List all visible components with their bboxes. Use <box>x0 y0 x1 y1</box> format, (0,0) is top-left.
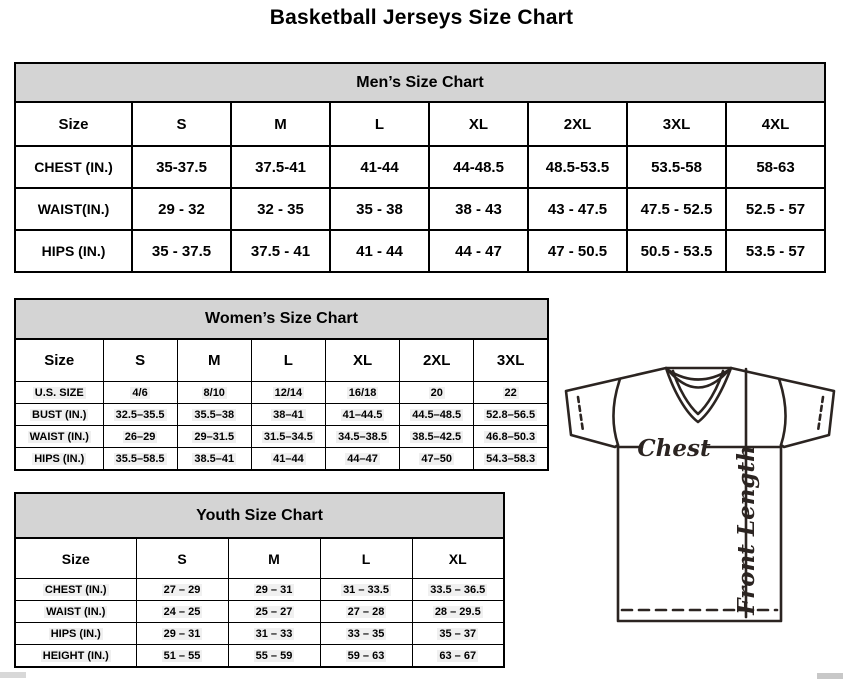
artifact-fragment-left <box>0 672 26 678</box>
womens-caption-row <box>15 299 548 339</box>
cell-value: 52.8–56.5 <box>486 408 536 421</box>
column-header: S <box>136 538 228 579</box>
youth-header-row <box>15 538 504 579</box>
table-cell <box>400 426 474 448</box>
table-cell: 37.5 - 41 <box>231 230 330 272</box>
table-row <box>15 230 825 272</box>
row-label <box>15 426 103 448</box>
table-cell: 35 - 38 <box>330 188 429 230</box>
cell-value: BUST (IN.) <box>32 408 87 421</box>
table-cell: 37.5-41 <box>231 146 330 188</box>
table-cell <box>228 601 320 623</box>
left-armhole-seam <box>613 379 620 445</box>
table-cell <box>251 382 325 404</box>
table-cell: 32 - 35 <box>231 188 330 230</box>
table-cell: 44 - 47 <box>429 230 528 272</box>
womens-header-row <box>15 339 548 382</box>
table-row <box>15 404 548 426</box>
table-row <box>15 382 548 404</box>
table-cell: 53.5-58 <box>627 146 726 188</box>
table-row <box>15 188 825 230</box>
table-cell <box>474 404 548 426</box>
table-cell <box>136 623 228 645</box>
cell-value: WAIST (IN.) <box>46 605 106 618</box>
column-header: M <box>177 339 251 382</box>
row-label: WAIST(IN.) <box>15 188 132 230</box>
table-cell <box>177 448 251 471</box>
table-cell <box>400 382 474 404</box>
table-cell <box>412 579 504 601</box>
column-header: S <box>132 102 231 146</box>
mens-size-table <box>14 62 826 273</box>
table-row <box>15 601 504 623</box>
row-label <box>15 382 103 404</box>
table-cell: 41 - 44 <box>330 230 429 272</box>
cell-value: 55 – 59 <box>255 649 293 662</box>
cell-value: 16/18 <box>348 386 377 399</box>
table-cell: 35 - 37.5 <box>132 230 231 272</box>
table-cell <box>228 623 320 645</box>
table-cell <box>251 404 325 426</box>
table-cell <box>177 404 251 426</box>
cell-value: 29 – 31 <box>163 627 201 640</box>
youth-caption-row <box>15 493 504 538</box>
cell-value: 38.5–41 <box>194 452 235 465</box>
cell-value: 44–47 <box>347 452 378 465</box>
column-header: 4XL <box>726 102 825 146</box>
table-cell: 35-37.5 <box>132 146 231 188</box>
table-cell <box>103 404 177 426</box>
column-header: M <box>231 102 330 146</box>
cell-value: U.S. SIZE <box>34 386 84 399</box>
cell-value: 33.5 – 36.5 <box>430 583 486 596</box>
table-cell: 29 - 32 <box>132 188 231 230</box>
table-cell <box>412 645 504 668</box>
column-header: 2XL <box>400 339 474 382</box>
table-cell: 43 - 47.5 <box>528 188 627 230</box>
table-cell <box>228 645 320 668</box>
cell-value: 27 – 29 <box>163 583 201 596</box>
chest-label: Chest <box>637 435 711 462</box>
cell-value: 27 – 28 <box>347 605 385 618</box>
table-cell <box>325 448 399 471</box>
cell-value: 51 – 55 <box>163 649 201 662</box>
row-label: HIPS (IN.) <box>15 230 132 272</box>
cell-value: 33 – 35 <box>347 627 385 640</box>
table-cell <box>400 448 474 471</box>
table-cell: 58-63 <box>726 146 825 188</box>
cell-value: 29 – 31 <box>255 583 293 596</box>
cell-value: 32.5–35.5 <box>115 408 165 421</box>
table-cell <box>103 426 177 448</box>
youth-table-caption: Youth Size Chart <box>15 493 504 538</box>
womens-size-table <box>14 298 549 471</box>
cell-value: 35 – 37 <box>439 627 477 640</box>
table-cell <box>474 426 548 448</box>
table-cell <box>400 404 474 426</box>
table-row <box>15 579 504 601</box>
cell-value: 35.5–38 <box>194 408 235 421</box>
column-header: Size <box>15 102 132 146</box>
table-cell: 48.5-53.5 <box>528 146 627 188</box>
table-cell <box>320 601 412 623</box>
cell-value: 4/6 <box>132 386 148 399</box>
cell-value: HEIGHT (IN.) <box>42 649 109 662</box>
jersey-measurement-diagram <box>558 358 843 643</box>
cell-value: WAIST (IN.) <box>29 430 89 443</box>
row-label <box>15 645 136 668</box>
column-header: 2XL <box>528 102 627 146</box>
table-cell: 47.5 - 52.5 <box>627 188 726 230</box>
cell-value: 63 – 67 <box>439 649 477 662</box>
table-row <box>15 146 825 188</box>
table-cell <box>136 645 228 668</box>
mens-caption-row <box>15 63 825 102</box>
cell-value: CHEST (IN.) <box>44 583 107 596</box>
table-cell <box>177 426 251 448</box>
table-cell <box>320 623 412 645</box>
table-cell: 41-44 <box>330 146 429 188</box>
cell-value: 41–44.5 <box>342 408 383 421</box>
cell-value: 22 <box>504 386 517 399</box>
column-header: S <box>103 339 177 382</box>
mens-header-row <box>15 102 825 146</box>
column-header: 3XL <box>627 102 726 146</box>
cell-value: 38.5–42.5 <box>412 430 462 443</box>
cell-value: 28 – 29.5 <box>434 605 481 618</box>
cell-value: 24 – 25 <box>163 605 201 618</box>
cell-value: 31 – 33 <box>255 627 293 640</box>
cell-value: 31.5–34.5 <box>263 430 313 443</box>
cell-value: 31 – 33.5 <box>343 583 389 596</box>
table-row <box>15 448 548 471</box>
table-cell <box>228 579 320 601</box>
mens-table-caption: Men’s Size Chart <box>15 63 825 102</box>
table-cell: 47 - 50.5 <box>528 230 627 272</box>
table-cell <box>103 382 177 404</box>
cell-value: 26–29 <box>124 430 156 443</box>
table-cell: 53.5 - 57 <box>726 230 825 272</box>
cell-value: 54.3–58.3 <box>486 452 536 465</box>
table-cell: 52.5 - 57 <box>726 188 825 230</box>
row-label <box>15 601 136 623</box>
table-row <box>15 623 504 645</box>
cell-value: HIPS (IN.) <box>50 627 101 640</box>
column-header: L <box>330 102 429 146</box>
table-cell <box>103 448 177 471</box>
column-header: L <box>251 339 325 382</box>
cell-value: 41–44 <box>273 452 304 465</box>
table-row <box>15 426 548 448</box>
column-header: 3XL <box>474 339 548 382</box>
cell-value: 44.5–48.5 <box>412 408 462 421</box>
table-cell <box>325 426 399 448</box>
column-header: XL <box>325 339 399 382</box>
table-cell <box>136 601 228 623</box>
column-header: XL <box>412 538 504 579</box>
page-title: Basketball Jerseys Size Chart <box>269 6 574 29</box>
table-cell <box>412 623 504 645</box>
cell-value: 29–31.5 <box>194 430 235 443</box>
cell-value: 8/10 <box>203 386 225 399</box>
artifact-fragment-right <box>817 673 843 679</box>
front-length-label: Front Length <box>733 445 760 615</box>
womens-table-caption: Women’s Size Chart <box>15 299 548 339</box>
cell-value: 25 – 27 <box>255 605 293 618</box>
row-label <box>15 623 136 645</box>
right-cuff-stitch <box>818 397 823 431</box>
row-label <box>15 448 103 471</box>
table-cell <box>177 382 251 404</box>
table-cell <box>320 579 412 601</box>
column-header: XL <box>429 102 528 146</box>
table-cell: 38 - 43 <box>429 188 528 230</box>
left-cuff-stitch <box>578 397 583 431</box>
table-cell <box>320 645 412 668</box>
column-header: L <box>320 538 412 579</box>
table-cell <box>474 448 548 471</box>
cell-value: 46.8–50.3 <box>486 430 536 443</box>
jersey-outline <box>566 368 834 621</box>
row-label: CHEST (IN.) <box>15 146 132 188</box>
cell-value: 59 – 63 <box>347 649 385 662</box>
cell-value: 35.5–58.5 <box>115 452 165 465</box>
table-cell <box>325 404 399 426</box>
table-cell <box>251 448 325 471</box>
column-header: M <box>228 538 320 579</box>
column-header: Size <box>15 339 103 382</box>
cell-value: 38–41 <box>273 408 304 421</box>
table-row <box>15 645 504 668</box>
cell-value: HIPS (IN.) <box>34 452 85 465</box>
table-cell <box>251 426 325 448</box>
column-header: Size <box>15 538 136 579</box>
table-cell <box>136 579 228 601</box>
youth-size-table <box>14 492 505 668</box>
row-label <box>15 404 103 426</box>
right-armhole-seam <box>779 379 786 445</box>
table-cell: 44-48.5 <box>429 146 528 188</box>
cell-value: 34.5–38.5 <box>338 430 388 443</box>
table-cell <box>325 382 399 404</box>
table-cell: 50.5 - 53.5 <box>627 230 726 272</box>
cell-value: 12/14 <box>274 386 303 399</box>
cell-value: 20 <box>430 386 443 399</box>
cell-value: 47–50 <box>421 452 452 465</box>
table-cell <box>474 382 548 404</box>
table-cell <box>412 601 504 623</box>
row-label <box>15 579 136 601</box>
